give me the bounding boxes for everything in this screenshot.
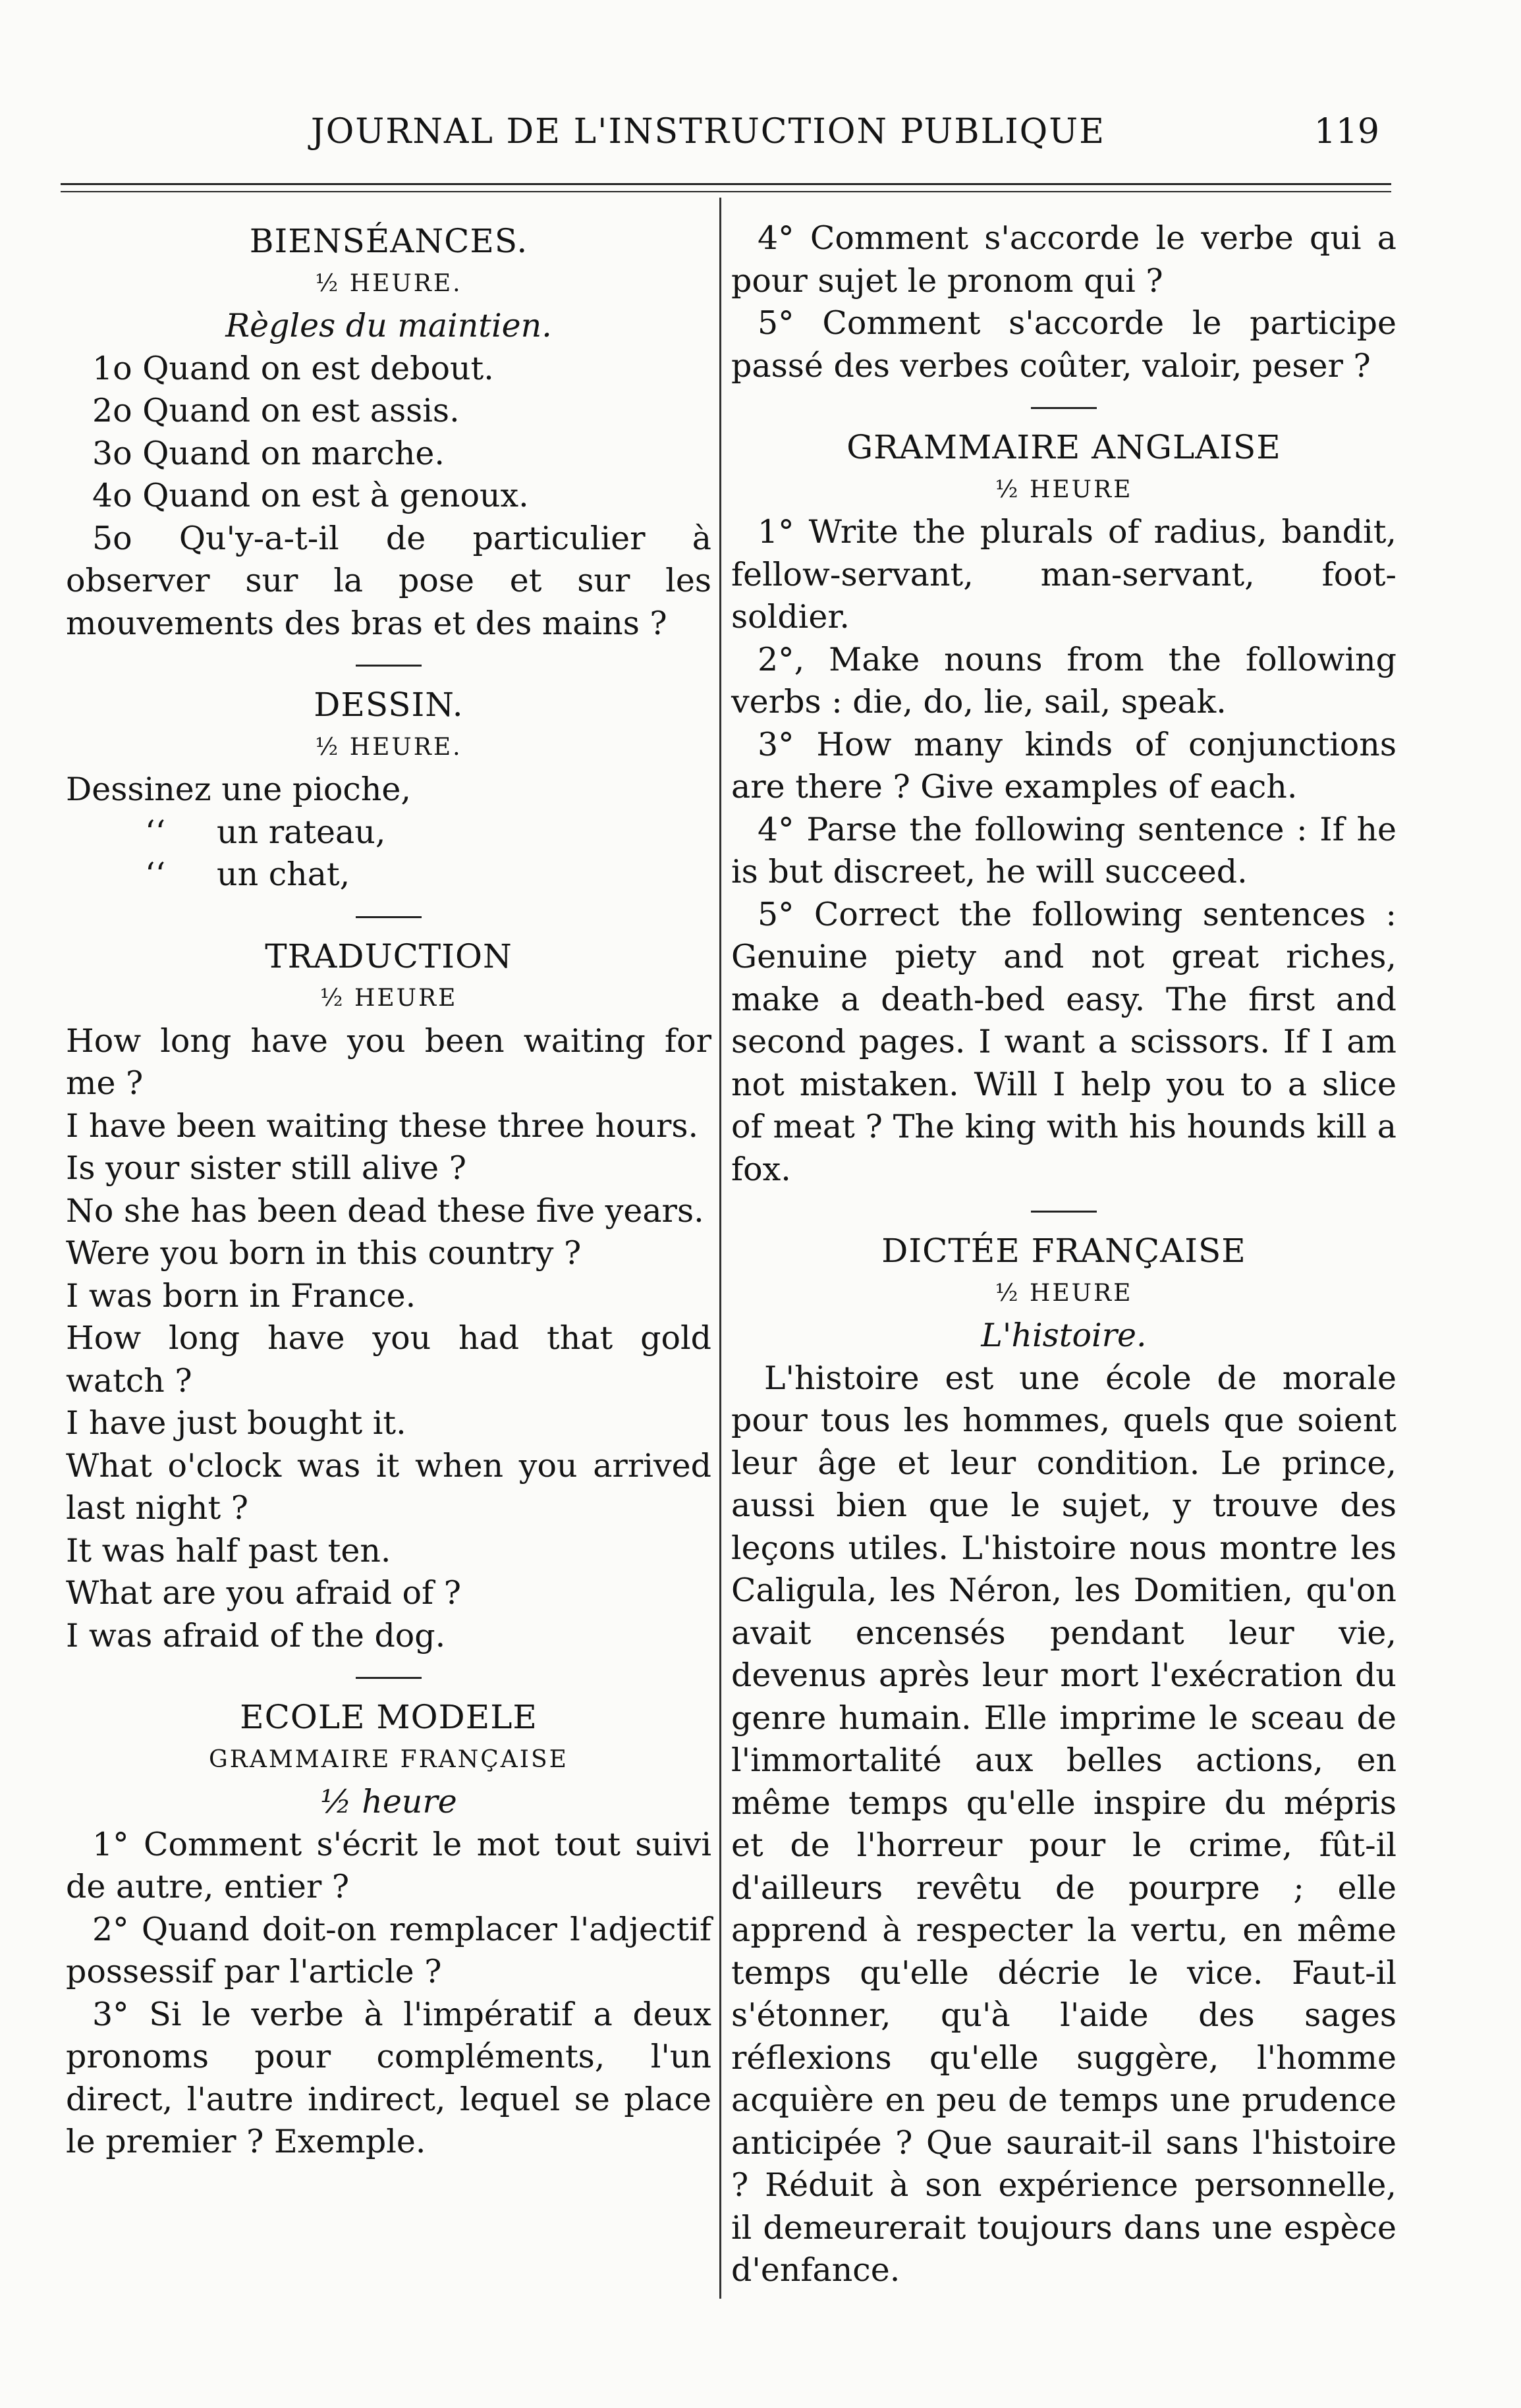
header-rule	[61, 183, 1391, 185]
list-item: 1o Quand on est debout.	[92, 349, 494, 387]
page-number: 119	[1314, 112, 1379, 151]
section-title-anglaise: GRAMMAIRE ANGLAISE	[846, 428, 1281, 466]
list-item: 2°, Make nouns from the following verbs : die, do, lie, sail, speak.	[731, 640, 1397, 721]
right-column	[731, 217, 1397, 2292]
section-duration: ½ heure	[320, 1783, 457, 1820]
section-title-dessin: DESSIN.	[314, 686, 464, 724]
section-duration: ½ HEURE	[995, 476, 1133, 503]
list-item: 3° Si le verbe à l'impératif a deux pronoms pour compléments, l'un direct, l'autre indirect, lequel se place le premier ? Exemple.	[66, 1995, 711, 2160]
section-title-dictee: DICTÉE FRANÇAISE	[881, 1232, 1246, 1270]
section-duration: ½ HEURE	[319, 985, 458, 1012]
list-item: 3o Quand on marche.	[92, 434, 445, 472]
text-line: What are you afraid of ?	[66, 1574, 462, 1612]
list-item: 2° Quand doit-on remplacer l'adjectif possessif par l'article ?	[66, 1910, 711, 1990]
left-column	[66, 217, 711, 2164]
section-duration: ½ HEURE.	[315, 733, 462, 761]
text-line: It was half past ten.	[66, 1531, 391, 1570]
text-line: No she has been dead these five years.	[66, 1191, 704, 1230]
text-line: I was born in France.	[66, 1276, 416, 1315]
text-line: Were you born in this country ?	[66, 1234, 582, 1272]
list-item: 3° How many kinds of conjunctions are there ? Give examples of each.	[731, 725, 1397, 806]
list-item: 5° Correct the following sentences : Genuine piety and not great riches, make a death-bed easy. The first and second pages. I want a scissors. If I am not mistaken. Will I help you to a slice of meat ? The king with his hounds kill a fox.	[731, 895, 1397, 1188]
list-item: 5o Qu'y-a-t-il de particulier à observer sur la pose et sur les mouvements des bras et des mains ?	[66, 519, 711, 642]
section-duration: ½ HEURE.	[315, 269, 462, 297]
list-item: 5° Comment s'accorde le participe passé des verbes coûter, valoir, peser ?	[731, 304, 1397, 385]
section-separator	[1031, 1211, 1097, 1213]
journal-title: JOURNAL DE L'INSTRUCTION PUBLIQUE	[310, 112, 1106, 151]
section-title-traduction: TRADUCTION	[265, 937, 512, 975]
section-separator	[356, 1677, 422, 1679]
text-line: What o'clock was it when you arrived last night ?	[66, 1446, 711, 1527]
header-rule-thin	[61, 191, 1391, 192]
dictation-text: L'histoire est une école de morale pour tous les hommes, quels que soient leur âge et leur condition. Le prince, aussi bien que le sujet, y trouve des leçons utiles. L'histoire nous montre les Caligula, les Néron, les Domitien, qu'on avait encensés pendant leur vie, devenus après leur mort l'exécration du genre humain. Elle imprime le sceau de l'immortalité aux belles actions, en même temps qu'elle inspire du mépris et de l'horreur pour le crime, fût-il d'ailleurs revêtu de pourpre ; elle apprend à respecter la vertu, en même temps qu'elle décrie le vice. Faut-il s'étonner, qu'à l'aide des sages réflexions qu'elle suggère, l'homme acquière en peu de temps une prudence anticipée ? Que saurait-il sans l'histoire ? Réduit à son expérience personnelle, il demeurerait toujours dans une espèce d'enfance.	[731, 1359, 1397, 2289]
text-line: How long have you had that gold watch ?	[66, 1319, 711, 1400]
text-line: ‘‘ un chat,	[145, 856, 350, 893]
section-subtitle: Règles du maintien.	[225, 307, 552, 344]
text-line: How long have you been waiting for me ?	[66, 1022, 711, 1102]
section-separator	[356, 665, 422, 667]
text-line: I have been waiting these three hours.	[66, 1107, 699, 1145]
text-line: I was afraid of the dog.	[66, 1616, 446, 1655]
list-item: 2o Quand on est assis.	[92, 392, 460, 429]
section-title-bienseances: BIENSÉANCES.	[249, 222, 528, 260]
section-subtitle: L'histoire.	[981, 1317, 1147, 1354]
section-separator	[356, 916, 422, 918]
text-line: Dessinez une pioche,	[66, 771, 411, 808]
section-duration: ½ HEURE	[995, 1279, 1133, 1307]
text-line: Is your sister still alive ?	[66, 1149, 466, 1187]
list-item: 4° Parse the following sentence : If he is but discreet, he will succeed.	[731, 810, 1397, 890]
text-line: I have just bought it.	[66, 1404, 406, 1442]
list-item: 1° Comment s'écrit le mot tout suivi de autre, entier ?	[66, 1825, 711, 1905]
section-separator	[1031, 407, 1097, 409]
list-item: 1° Write the plurals of radius, bandit, fellow-servant, man-servant, foot-soldier.	[731, 513, 1397, 636]
section-subtitle: GRAMMAIRE FRANÇAISE	[209, 1745, 568, 1773]
running-header	[0, 112, 1521, 165]
section-title-ecole: ECOLE MODELE	[240, 1698, 538, 1736]
list-item: 4o Quand on est à genoux.	[92, 477, 529, 514]
list-item: 4° Comment s'accorde le verbe qui a pour sujet le pronom qui ?	[731, 219, 1397, 300]
column-divider	[719, 198, 721, 2299]
text-line: ‘‘ un rateau,	[145, 813, 386, 851]
